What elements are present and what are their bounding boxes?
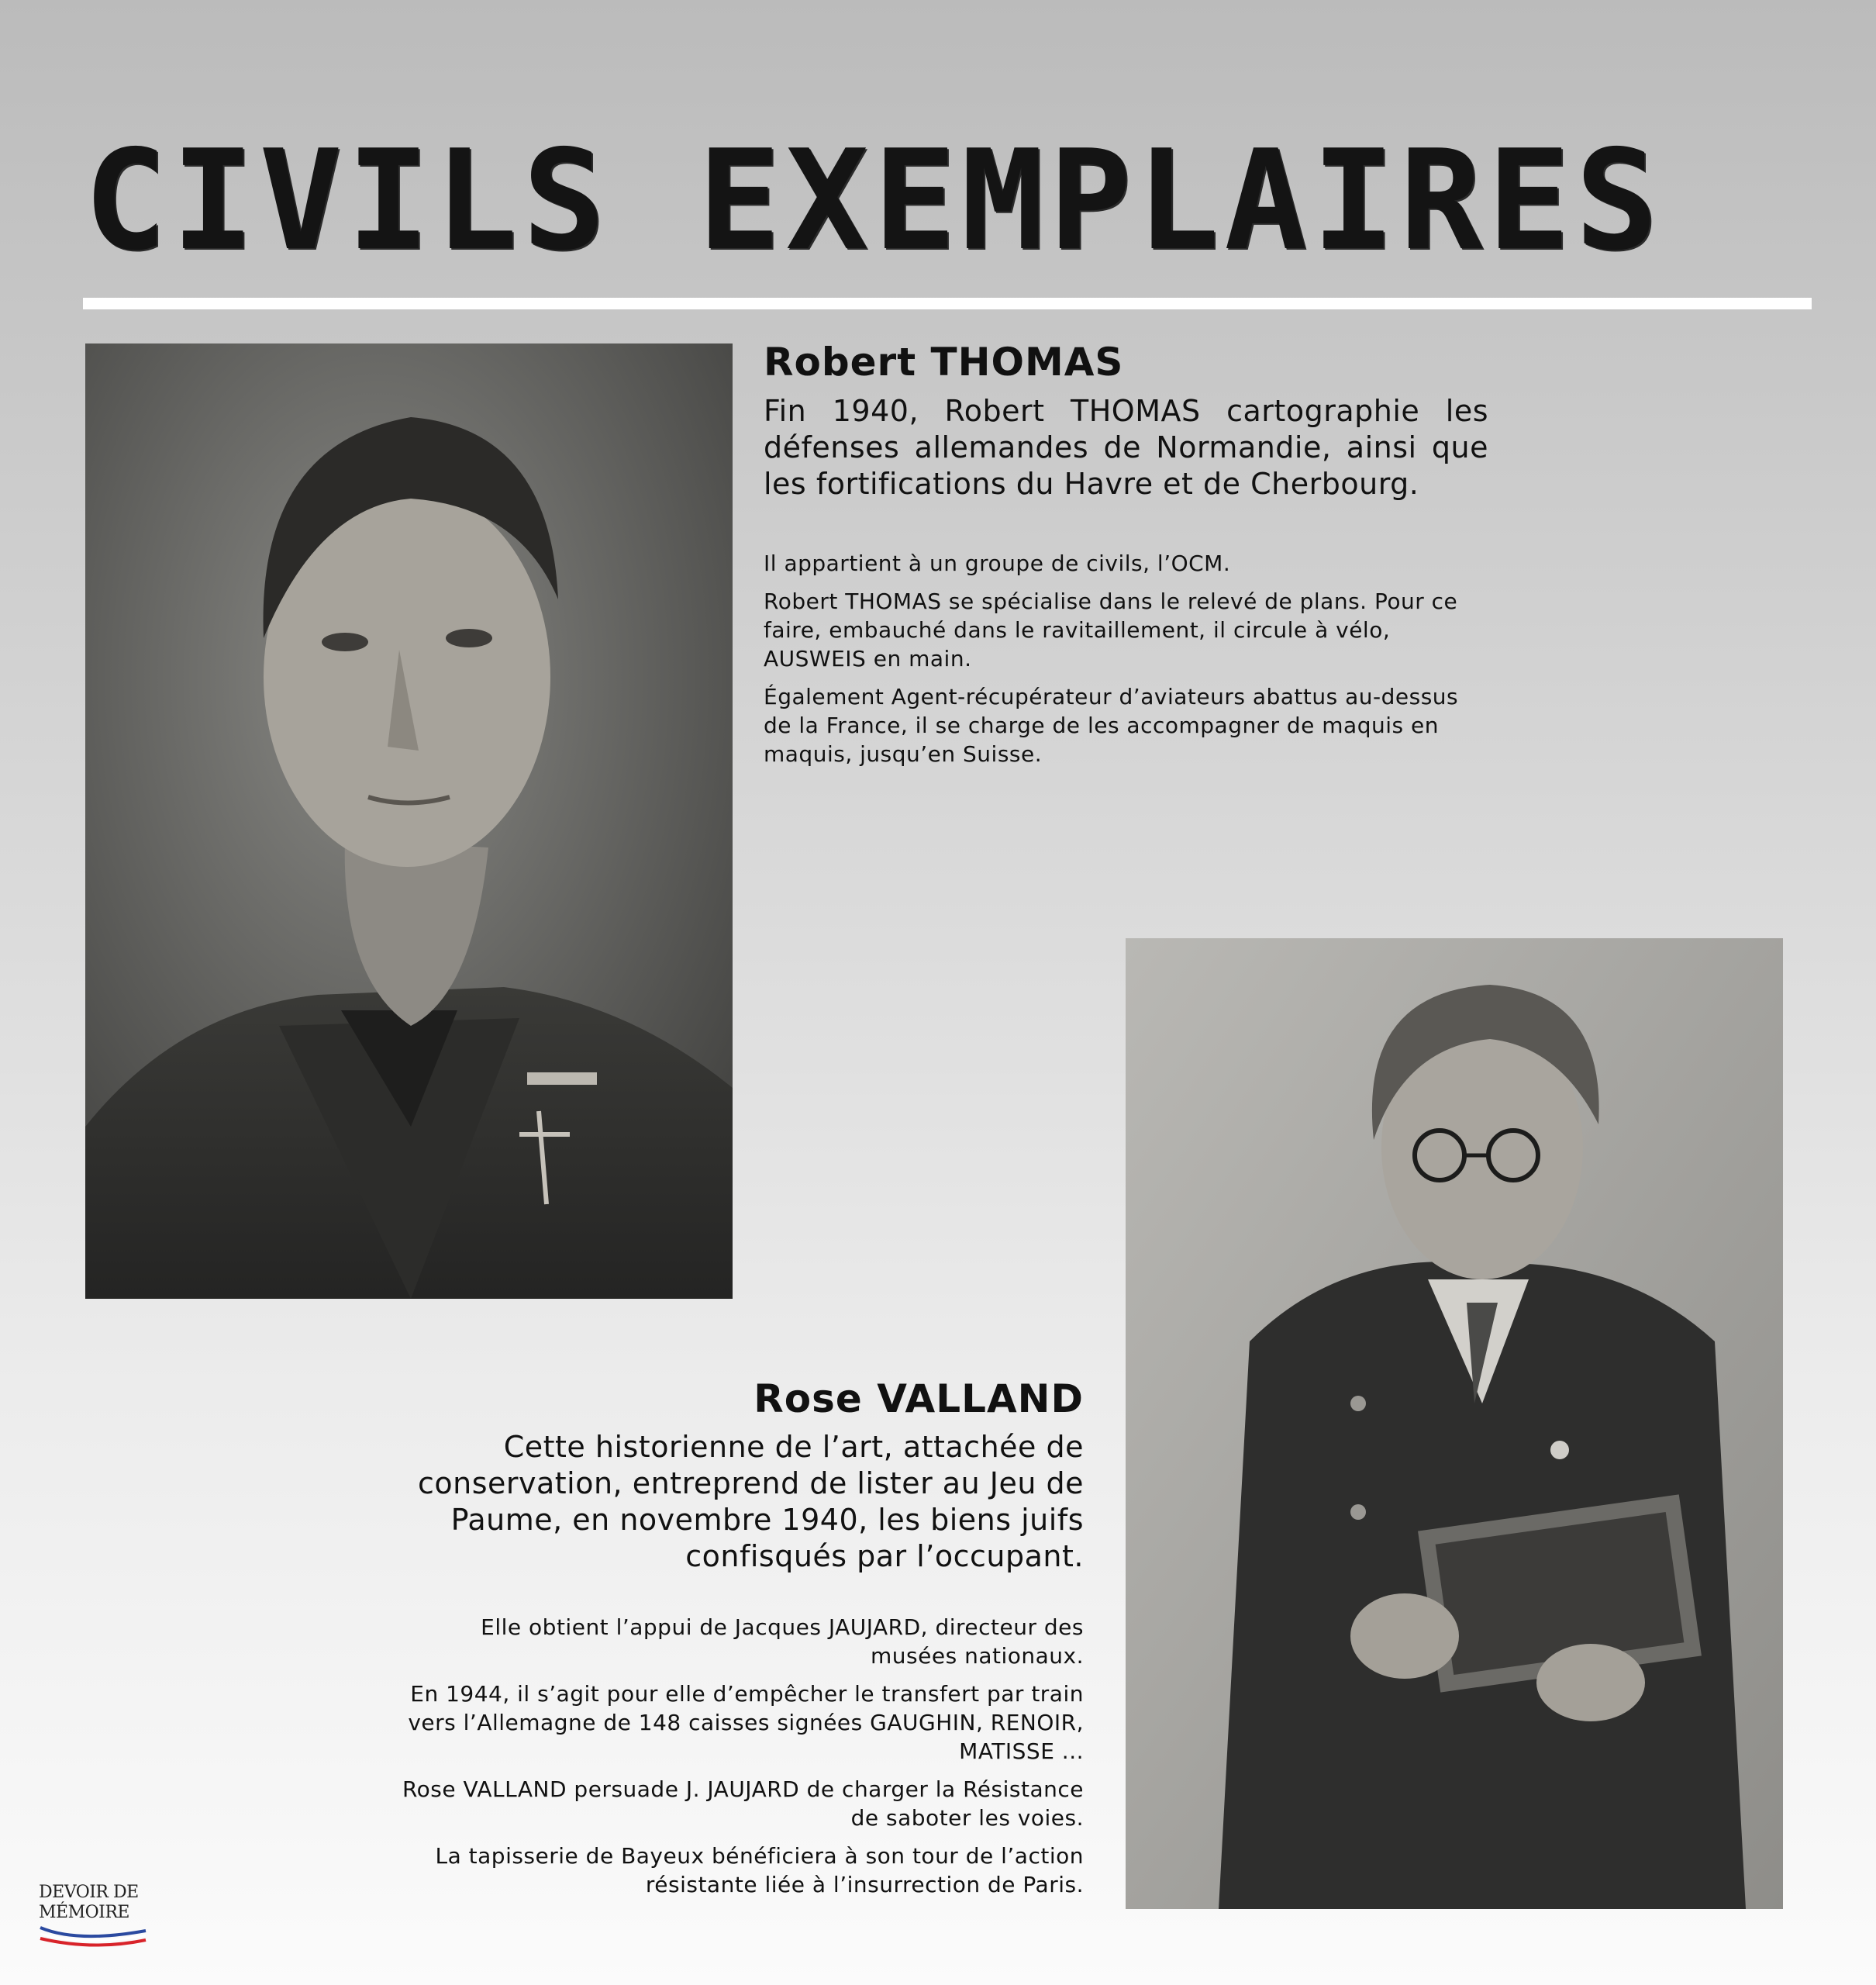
devoir-de-memoire-logo <box>39 1883 147 1968</box>
tricolor-swoosh-icon <box>39 1923 147 1954</box>
rose-valland-portrait <box>1126 938 1783 1909</box>
robert-thomas-paragraph: Il appartient à un groupe de civils, l’OCM. <box>764 551 1231 576</box>
rose-valland-paragraph: Rose VALLAND persuade J. JAUJARD de charger la Résistance de saboter les voies. <box>402 1776 1084 1831</box>
title-underline <box>83 298 1812 309</box>
rose-valland-paragraph: En 1944, il s’agit pour elle d’empêcher le transfert par train vers l’Allemagne de 148 caisses signées GAUGHIN, RENOIR, MATISSE ... <box>408 1681 1084 1764</box>
rose-valland-body <box>402 1613 1084 1908</box>
robert-thomas-body <box>764 549 1477 778</box>
robert-thomas-lead: Fin 1940, Robert THOMAS cartographie les défenses allemandes de Normandie, ainsi que les fortifications du Havre et de Cherbourg. <box>764 394 1488 501</box>
page-title: CIVILS EXEMPLAIRES <box>84 120 1663 281</box>
robert-thomas-name: Robert THOMAS <box>764 340 1124 385</box>
rose-valland-paragraph: La tapisserie de Bayeux bénéficiera à son tour de l’action résistante liée à l’insurrection de Paris. <box>435 1843 1084 1897</box>
robert-thomas-paragraph: Robert THOMAS se spécialise dans le relevé de plans. Pour ce faire, embauché dans le ravitaillement, il circule à vélo, AUSWEIS en main. <box>764 589 1458 671</box>
rose-valland-lead: Cette historienne de l’art, attachée de conservation, entreprend de lister au Jeu de Paume, en novembre 1940, les biens juifs confisqués par l’occupant. <box>417 1430 1084 1573</box>
robert-thomas-portrait <box>85 343 733 1299</box>
logo-text-line: MÉMOIRE <box>39 1903 129 1922</box>
robert-thomas-paragraph: Également Agent-récupérateur d’aviateurs abattus au-dessus de la France, il se charge de les accompagner de maquis en maquis, jusqu’en Suisse. <box>764 684 1459 767</box>
rose-valland-name: Rose VALLAND <box>754 1376 1084 1421</box>
logo-text-line: DEVOIR DE <box>39 1883 139 1902</box>
rose-valland-paragraph: Elle obtient l’appui de Jacques JAUJARD, directeur des musées nationaux. <box>481 1614 1084 1669</box>
